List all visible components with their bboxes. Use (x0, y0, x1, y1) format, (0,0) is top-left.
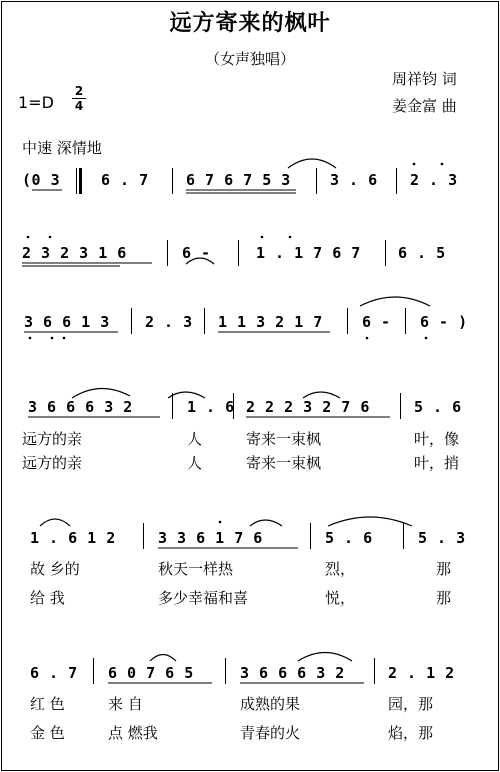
measure-notes: 5 . 3 (418, 529, 466, 547)
lyric-verse2: 悦， (325, 589, 356, 607)
composer-credit: 姜金富 曲 (392, 97, 457, 115)
dot (27, 236, 30, 239)
dot (289, 236, 292, 239)
dot (413, 163, 416, 166)
lyric-verse1: 故 乡的 (30, 560, 80, 578)
slur (168, 392, 205, 398)
song-title: 远方寄来的枫叶 (169, 11, 331, 36)
lyric-verse2: 焰，那 (388, 724, 434, 742)
dot (63, 337, 66, 340)
lyric-verse2: 叶，捎 (414, 454, 460, 472)
slur (288, 159, 336, 168)
lyric-verse2: 青春的火 (240, 724, 301, 742)
measure-notes: 6 . 5 (398, 244, 446, 262)
measure-notes: 1 . 6 1 2 (30, 529, 116, 547)
measure-notes: 1 . 1 7 6 7 (256, 244, 361, 262)
lyric-verse1: 来 自 (108, 695, 143, 713)
measure-notes: 6 7 6 7 5 3 (186, 171, 291, 189)
dot (441, 163, 444, 166)
key-signature: 1=D (18, 93, 54, 112)
measure-notes: 6 - (362, 313, 391, 331)
lyric-verse2: 金 色 (30, 724, 65, 742)
measure-notes: 6 . 7 (30, 664, 78, 682)
dot (49, 236, 52, 239)
lyric-verse1: 人 (187, 430, 203, 448)
measure-notes: 6 0 7 6 5 (108, 664, 194, 682)
lyric-verse2: 人 (187, 454, 203, 472)
slur (328, 517, 412, 526)
lyric-verse2: 远方的亲 (22, 454, 83, 472)
measure-notes: 1 . 6 (187, 398, 235, 416)
measure-notes: 3 6 6 1 3 (24, 313, 110, 331)
measure-notes: 2 . 3 (145, 313, 193, 331)
measure-notes: 1 1 3 2 1 7 (218, 313, 323, 331)
lyric-verse1: 园，那 (388, 695, 434, 713)
measure-notes: (0 3 (22, 171, 61, 189)
meter-numerator: 2 (74, 84, 84, 98)
lyric-verse1: 叶，像 (414, 430, 460, 448)
meter-denominator: 4 (74, 99, 84, 113)
measure-notes: 6 - (182, 244, 211, 262)
tempo-marking: 中速 深情地 (22, 139, 102, 157)
slur (250, 520, 282, 526)
slur (303, 392, 340, 398)
slur (186, 258, 214, 264)
measure-notes: 2 2 2 3 2 7 6 (246, 398, 370, 416)
measure-notes: 6 . 7 (101, 171, 149, 189)
dot (425, 337, 428, 340)
lyric-verse1: 烈， (325, 560, 356, 578)
lyric-verse2: 给 我 (30, 589, 65, 607)
dot (261, 236, 264, 239)
lyric-verse1: 成熟的果 (240, 695, 301, 713)
lyric-verse2: 多少幸福和喜 (158, 589, 249, 607)
lyric-verse1: 红 色 (30, 695, 65, 713)
slur (360, 297, 430, 306)
measure-notes: 3 6 6 6 3 2 (240, 664, 345, 682)
slur (40, 519, 70, 526)
measure-notes: 3 6 6 6 3 2 (28, 398, 133, 416)
lyric-verse1: 秋天一样热 (158, 560, 234, 578)
lyric-verse1: 那 (436, 560, 452, 578)
measure-notes: 2 . 3 (410, 171, 458, 189)
measure-notes: 2 3 2 3 1 6 (22, 244, 127, 262)
lyric-verse1: 远方的亲 (22, 430, 83, 448)
lyricist-credit: 周祥钧 词 (392, 70, 457, 88)
lyric-verse2: 那 (436, 589, 452, 607)
slur (298, 653, 352, 662)
dot (366, 337, 369, 340)
slur (72, 388, 130, 398)
slur (150, 655, 176, 662)
lyric-verse2: 寄来一束枫 (246, 454, 322, 472)
measure-notes: 5 . 6 (325, 529, 373, 547)
song-subtitle: （女声独唱） (204, 50, 295, 68)
lyric-verse1: 寄来一束枫 (246, 430, 322, 448)
dot (51, 337, 54, 340)
dot (29, 337, 32, 340)
measure-notes: 3 3 6 1 7 6 (158, 529, 263, 547)
measure-notes: 6 - ) (420, 313, 468, 331)
measure-notes: 2 . 1 2 (388, 664, 455, 682)
measure-notes: 3 . 6 (330, 171, 378, 189)
dot (219, 521, 222, 524)
lyric-verse2: 点 燃我 (108, 724, 158, 742)
measure-notes: 5 . 6 (414, 398, 462, 416)
